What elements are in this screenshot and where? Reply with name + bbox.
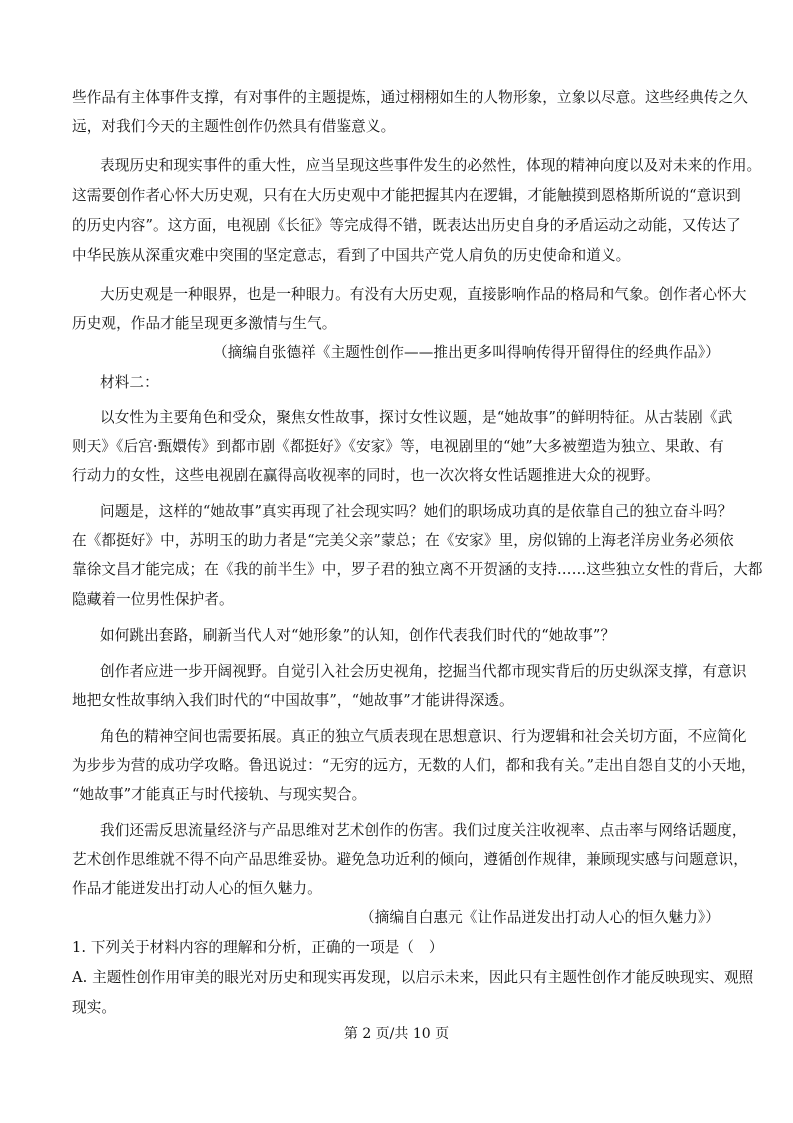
paragraph-line: “她故事”才能真正与时代接轨、与现实契合。 [72,786,367,803]
answer-option: 现实。 [72,999,117,1016]
paragraph-line: 问题是，这样的“她故事”真实再现了社会现实吗？她们的职场成功真的是依靠自己的独立奋斗吗？ [100,503,733,520]
paragraph-line: 大历史观是一种眼界，也是一种眼力。有没有大历史观，直接影响作品的格局和气象。创作者心怀大 [100,286,747,303]
paragraph-line: 作品才能迸发出打动人心的恒久魅力。 [72,880,322,897]
paragraph-line: 些作品有主体事件支撑，有对事件的主题提炼，通过栩栩如生的人物形象，立象以尽意。这些经典传之久 [72,89,748,106]
section-heading: 材料二： [100,374,159,391]
paragraph-line: 中华民族从深重灾难中突围的坚定意志，看到了中国共产党人肩负的历史使命和道义。 [72,247,631,264]
paragraph-line: 角色的精神空间也需要拓展。真正的独立气质表现在思想意识、行为逻辑和社会关切方面，不应简化 [100,728,747,745]
answer-option: A. 主题性创作用审美的眼光对历史和现实再发现，以启示未来，因此只有主题性创作才能反映现实、观照 [72,969,754,986]
paragraph-line: 这需要创作者心怀大历史观，只有在大历史观中才能把握其内在逻辑，才能触摸到恩格斯所说的“意识到 [72,187,741,204]
paragraph-line: 隐藏着一位男性保护者。 [72,591,234,608]
paragraph-line: 远，对我们今天的主题性创作仍然具有借鉴意义。 [72,118,396,135]
paragraph-line: 则天》《后宫·甄嬛传》到都市剧《都挺好》《安家》等，电视剧里的“她”大多被塑造为独立、果敢、有 [72,438,724,455]
paragraph-line: 历史观，作品才能呈现更多激情与生气。 [72,315,337,332]
paragraph-line: 为步步为营的成功学攻略。鲁迅说过：“无穷的远方，无数的人们，都和我有关。”走出自怨自艾的小天地， [72,757,756,774]
paragraph-line: 创作者应进一步开阔视野。自觉引入社会历史视角，挖掘当代都市现实背后的历史纵深支撑，有意识 [100,663,747,680]
paragraph-line: 地把女性故事纳入我们时代的“中国故事”，“她故事”才能讲得深透。 [72,692,514,709]
paragraph-line: 靠徐文昌才能完成；在《我的前半生》中，罗子君的独立离不开贺涵的支持……这些独立女性的背后，大都 [72,561,763,578]
paragraph-line: 表现历史和现实事件的重大性，应当呈现这些事件发生的必然性，体现的精神向度以及对未来的作用。 [100,157,762,174]
source-citation: （摘编自张德祥《主题性创作——推出更多叫得响传得开留得住的经典作品》） [213,344,720,361]
source-citation: （摘编自白惠元《让作品迸发出打动人心的恒久魅力》） [359,909,720,926]
paragraph-line: 行动力的女性，这些电视剧在赢得高收视率的同时，也一次次将女性话题推进大众的视野。 [72,467,660,484]
paragraph-line: 艺术创作思维就不得不向产品思维妥协。避免急功近利的倾向，遵循创作规律，兼顾现实感与问题意识， [72,851,748,868]
page-number: 第 2 页/共 10 页 [343,1026,450,1042]
paragraph-line: 的历史内容”。这方面，电视剧《长征》等完成得不错，既表达出历史自身的矛盾运动之动能，又传达了 [72,217,741,234]
question-stem: 1. 下列关于材料内容的理解和分析，正确的一项是（ ） [72,939,444,956]
paragraph-line: 我们还需反思流量经济与产品思维对艺术创作的伤害。我们过度关注收视率、点击率与网络话题度， [100,822,747,839]
paragraph-line: 在《都挺好》中，苏明玉的助力者是“完美父亲”蒙总；在《安家》里，房似锦的上海老洋房业务必须依 [72,532,734,549]
paragraph-line: 以女性为主要角色和受众，聚焦女性故事，探讨女性议题，是“她故事”的鲜明特征。从古装剧《武 [100,409,733,426]
paragraph-line: 如何跳出套路，刷新当代人对“她形象”的认知，创作代表我们时代的“她故事”？ [100,627,616,644]
